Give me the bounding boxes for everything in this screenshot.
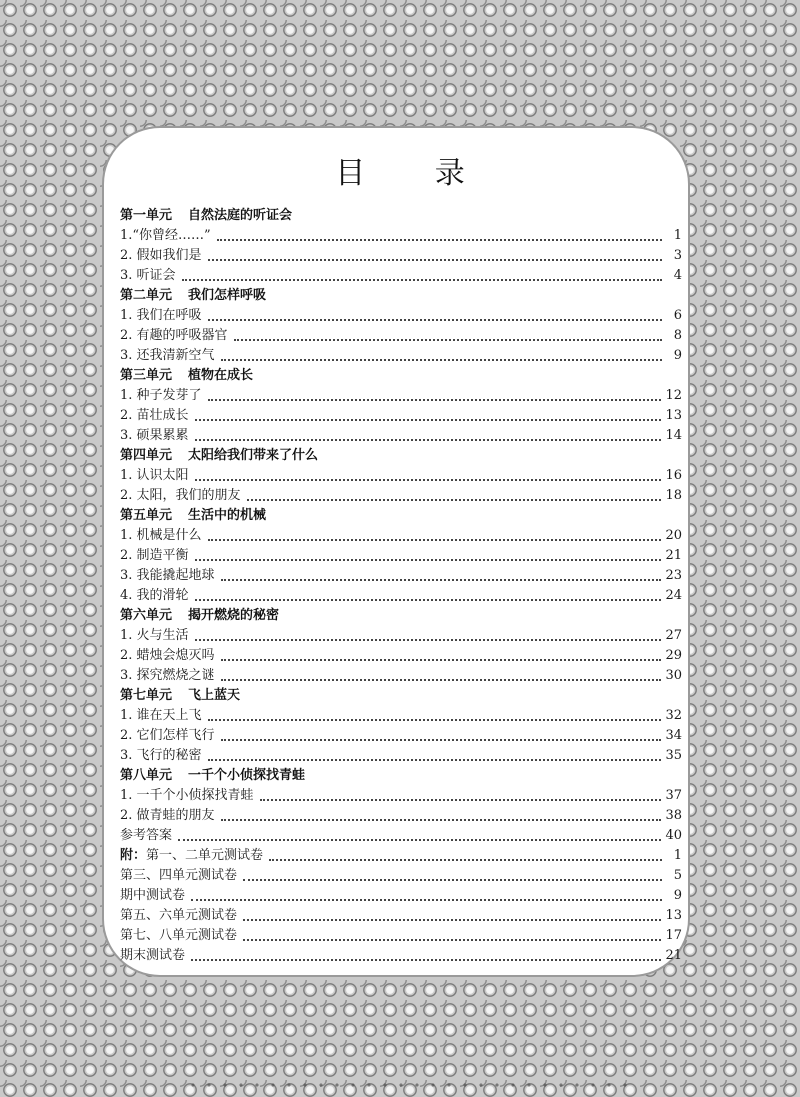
leader-dots — [243, 879, 662, 881]
entry-page: 14 — [665, 428, 682, 443]
leader-dots — [217, 239, 662, 241]
entry-page: 9 — [673, 348, 682, 363]
toc-entry[interactable] — [120, 746, 682, 766]
toc-entry[interactable] — [120, 526, 682, 546]
leader-dots — [191, 959, 661, 961]
entry-label: 3. 我能撬起地球 — [120, 568, 215, 583]
entry-page: 6 — [673, 308, 682, 323]
entry-page: 30 — [665, 668, 682, 683]
unit-number: 第二单元 — [120, 288, 173, 303]
footer-bleed-artifact — [190, 1080, 630, 1090]
entry-label: 3. 听证会 — [120, 268, 176, 283]
entry-page: 38 — [665, 808, 682, 823]
leader-dots — [191, 899, 662, 901]
toc-entry[interactable] — [120, 486, 682, 506]
entry-label: 期中测试卷 — [120, 888, 186, 903]
unit-heading-3 — [120, 366, 682, 386]
leader-dots — [269, 859, 662, 861]
entry-label: 2. 做青蛙的朋友 — [120, 808, 215, 823]
toc-entry-answers[interactable] — [120, 826, 682, 846]
entry-label: 3. 探究燃烧之谜 — [120, 668, 215, 683]
toc-entry[interactable] — [120, 426, 682, 446]
entry-label: 1. 我们在呼吸 — [120, 308, 202, 323]
unit-name: 生活中的机械 — [188, 508, 267, 523]
unit-name: 太阳给我们带来了什么 — [188, 448, 319, 463]
entry-label: 2. 太阳，我们的朋友 — [120, 488, 241, 503]
appendix-prefix: 附： — [120, 848, 147, 863]
entry-page: 32 — [665, 708, 682, 723]
leader-dots — [221, 679, 662, 681]
toc-entry-appendix[interactable] — [120, 866, 682, 886]
unit-name: 揭开燃烧的秘密 — [188, 608, 280, 623]
leader-dots — [221, 819, 662, 821]
toc-entry[interactable] — [120, 626, 682, 646]
entry-page: 20 — [665, 528, 682, 543]
toc-entry[interactable] — [120, 226, 682, 246]
entry-page: 4 — [673, 268, 682, 283]
toc-entry[interactable] — [120, 566, 682, 586]
entry-page: 1 — [673, 848, 682, 863]
entry-page: 8 — [673, 328, 682, 343]
leader-dots — [221, 659, 662, 661]
unit-number: 第一单元 — [120, 208, 173, 223]
entry-label: 3. 还我清新空气 — [120, 348, 215, 363]
leader-dots — [208, 259, 662, 261]
unit-name: 飞上蓝天 — [188, 688, 241, 703]
page-title: 目 录 — [335, 156, 495, 191]
unit-number: 第三单元 — [120, 368, 173, 383]
toc-entry-appendix[interactable] — [120, 886, 682, 906]
entry-label: 参考答案 — [120, 828, 173, 843]
toc-entry[interactable] — [120, 666, 682, 686]
unit-heading-5 — [120, 506, 682, 526]
entry-label: 第五、六单元测试卷 — [120, 908, 238, 923]
entry-label: 3. 飞行的秘密 — [120, 748, 202, 763]
leader-dots — [243, 939, 661, 941]
unit-name: 植物在成长 — [188, 368, 254, 383]
leader-dots — [208, 399, 662, 401]
entry-page: 16 — [665, 468, 682, 483]
entry-page: 17 — [665, 928, 682, 943]
leader-dots — [221, 739, 662, 741]
entry-label: 2. 蜡烛会熄灭吗 — [120, 648, 215, 663]
leader-dots — [208, 719, 662, 721]
entry-page: 1 — [673, 228, 682, 243]
leader-dots — [195, 479, 662, 481]
leader-dots — [195, 439, 662, 441]
toc-entry[interactable] — [120, 266, 682, 286]
toc-entry[interactable] — [120, 546, 682, 566]
entry-label: 第三、四单元测试卷 — [120, 868, 238, 883]
unit-heading-6 — [120, 606, 682, 626]
entry-page: 13 — [665, 408, 682, 423]
unit-name: 自然法庭的听证会 — [188, 208, 293, 223]
entry-label: 第七、八单元测试卷 — [120, 928, 238, 943]
leader-dots — [195, 559, 662, 561]
entry-page: 18 — [665, 488, 682, 503]
leader-dots — [195, 419, 662, 421]
entry-page: 21 — [665, 548, 682, 563]
entry-page: 35 — [665, 748, 682, 763]
entry-label — [120, 846, 263, 866]
entry-page: 5 — [673, 868, 682, 883]
toc-entry[interactable] — [120, 646, 682, 666]
toc-entry[interactable] — [120, 806, 682, 826]
toc-entry-appendix[interactable] — [120, 926, 682, 946]
toc-entry[interactable] — [120, 346, 682, 366]
leader-dots — [178, 839, 661, 841]
leader-dots — [208, 539, 662, 541]
entry-page: 24 — [665, 588, 682, 603]
entry-label: 期末测试卷 — [120, 948, 186, 963]
entry-page: 29 — [665, 648, 682, 663]
entry-label: 4. 我的滑轮 — [120, 588, 189, 603]
entry-page: 34 — [665, 728, 682, 743]
unit-heading-4 — [120, 446, 682, 466]
unit-heading-7 — [120, 686, 682, 706]
toc-entry[interactable] — [120, 406, 682, 426]
entry-page: 40 — [665, 828, 682, 843]
unit-number: 第八单元 — [120, 768, 173, 783]
unit-number: 第四单元 — [120, 448, 173, 463]
appendix-label: 第一、二单元测试卷 — [146, 848, 264, 863]
entry-label: 2. 它们怎样飞行 — [120, 728, 215, 743]
leader-dots — [247, 499, 662, 501]
entry-label: 2. 制造平衡 — [120, 548, 189, 563]
entry-page: 3 — [673, 248, 682, 263]
unit-heading-2 — [120, 286, 682, 306]
leader-dots — [221, 359, 662, 361]
toc-entry[interactable] — [120, 326, 682, 346]
unit-number: 第六单元 — [120, 608, 173, 623]
toc-entry-appendix[interactable] — [120, 846, 682, 866]
table-of-contents — [120, 206, 682, 966]
unit-heading-8 — [120, 766, 682, 786]
entry-page: 21 — [665, 948, 682, 963]
entry-page: 12 — [665, 388, 682, 403]
unit-name: 我们怎样呼吸 — [188, 288, 267, 303]
unit-number: 第七单元 — [120, 688, 173, 703]
entry-label: 3. 硕果累累 — [120, 428, 189, 443]
leader-dots — [234, 339, 662, 341]
leader-dots — [260, 799, 662, 801]
toc-entry[interactable] — [120, 386, 682, 406]
leader-dots — [195, 639, 662, 641]
entry-label: 1. 谁在天上飞 — [120, 708, 202, 723]
entry-page: 37 — [665, 788, 682, 803]
unit-name: 一千个小侦探找青蛙 — [188, 768, 306, 783]
leader-dots — [208, 319, 662, 321]
entry-label: 1. 一千个小侦探找青蛙 — [120, 788, 254, 803]
leader-dots — [243, 919, 661, 921]
toc-entry[interactable] — [120, 466, 682, 486]
entry-label: 1. 种子发芽了 — [120, 388, 202, 403]
entry-label: 2. 有趣的呼吸器官 — [120, 328, 228, 343]
entry-label: 1. 火与生活 — [120, 628, 189, 643]
entry-page: 27 — [665, 628, 682, 643]
toc-entry[interactable] — [120, 726, 682, 746]
leader-dots — [182, 279, 662, 281]
toc-entry[interactable] — [120, 786, 682, 806]
leader-dots — [221, 579, 662, 581]
toc-entry[interactable] — [120, 306, 682, 326]
entry-label: 1. 机械是什么 — [120, 528, 202, 543]
toc-entry[interactable] — [120, 586, 682, 606]
toc-entry-appendix[interactable] — [120, 946, 682, 966]
unit-number: 第五单元 — [120, 508, 173, 523]
toc-entry[interactable] — [120, 246, 682, 266]
entry-label: 2. 苗壮成长 — [120, 408, 189, 423]
entry-label: 1.“你曾经……” — [120, 228, 211, 243]
leader-dots — [208, 759, 662, 761]
entry-label: 2. 假如我们是 — [120, 248, 202, 263]
entry-page: 13 — [665, 908, 682, 923]
entry-label: 1. 认识太阳 — [120, 468, 189, 483]
unit-heading-1 — [120, 206, 682, 226]
entry-page: 9 — [673, 888, 682, 903]
toc-entry[interactable] — [120, 706, 682, 726]
leader-dots — [195, 599, 662, 601]
toc-entry-appendix[interactable] — [120, 906, 682, 926]
entry-page: 23 — [665, 568, 682, 583]
